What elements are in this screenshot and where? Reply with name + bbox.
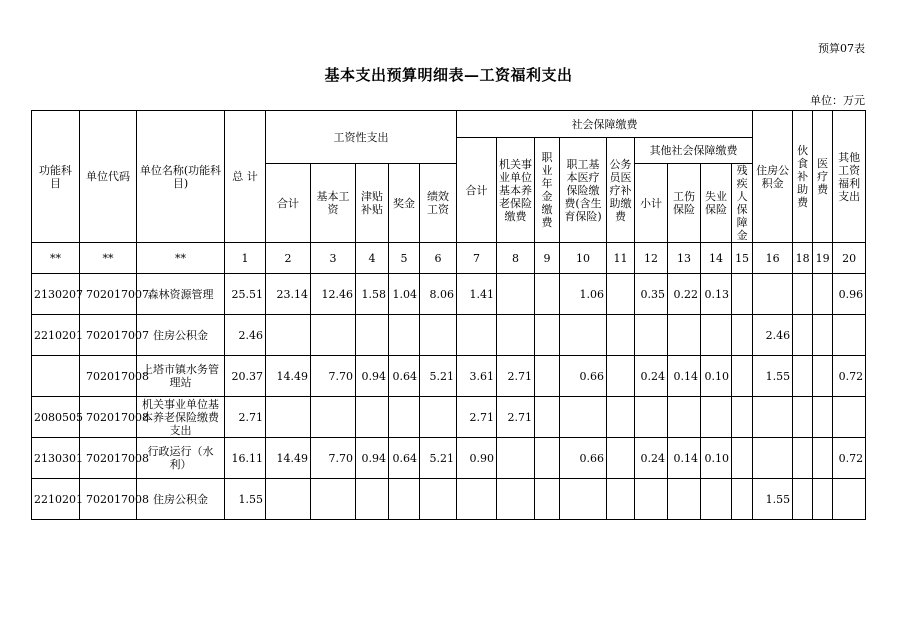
amount-cell: 0.24	[635, 438, 668, 479]
amount-cell	[732, 315, 753, 356]
amount-cell	[607, 274, 635, 315]
unit-code-cell: 702017008	[80, 438, 137, 479]
amount-cell: 0.13	[701, 274, 732, 315]
unit-code-cell: 702017008	[80, 356, 137, 397]
amount-cell	[607, 397, 635, 438]
header-meal: 伙食补助费	[793, 111, 813, 243]
amount-cell	[535, 274, 560, 315]
table-row	[32, 356, 866, 397]
header-social-group: 社会保障缴费	[457, 111, 753, 138]
unit-label: 单位：万元	[810, 94, 865, 107]
amount-cell	[497, 479, 535, 520]
amount-cell	[732, 274, 753, 315]
amount-cell: 16.11	[225, 438, 266, 479]
amount-cell: 2.71	[457, 397, 497, 438]
index-cell: 15	[732, 243, 753, 274]
amount-cell	[753, 438, 793, 479]
amount-cell	[635, 479, 668, 520]
amount-cell: 0.72	[833, 438, 866, 479]
index-cell: 6	[420, 243, 457, 274]
amount-cell	[732, 479, 753, 520]
amount-cell	[607, 438, 635, 479]
header-wage-sum: 合计	[266, 164, 311, 243]
amount-cell	[560, 479, 607, 520]
index-cell: 16	[753, 243, 793, 274]
header-unemployment: 失业保险	[701, 164, 732, 243]
header-unit-name: 单位名称(功能科目)	[137, 111, 225, 243]
header-unit-code: 单位代码	[80, 111, 137, 243]
amount-cell	[389, 315, 420, 356]
amount-cell: 23.14	[266, 274, 311, 315]
unit-name-cell: 住房公积金	[137, 479, 225, 520]
amount-cell: 7.70	[311, 356, 356, 397]
amount-cell	[701, 397, 732, 438]
amount-cell	[560, 315, 607, 356]
amount-cell: 0.35	[635, 274, 668, 315]
amount-cell	[560, 397, 607, 438]
budget-table	[31, 110, 866, 520]
amount-cell	[813, 438, 833, 479]
header-disabled: 残疾人保障金	[732, 164, 753, 243]
amount-cell	[793, 479, 813, 520]
amount-cell	[607, 479, 635, 520]
header-med-fee: 医疗费	[813, 111, 833, 243]
header-wage-group: 工资性支出	[266, 111, 457, 164]
amount-cell	[833, 315, 866, 356]
amount-cell	[793, 397, 813, 438]
amount-cell: 0.72	[833, 356, 866, 397]
header-other-social-group: 其他社会保障缴费	[635, 138, 753, 164]
table-row	[32, 274, 866, 315]
amount-cell: 0.94	[356, 356, 389, 397]
unit-code-cell: 702017008	[80, 479, 137, 520]
amount-cell: 3.61	[457, 356, 497, 397]
amount-cell	[356, 315, 389, 356]
amount-cell	[607, 315, 635, 356]
amount-cell: 0.66	[560, 438, 607, 479]
header-func-subject: 功能科目	[32, 111, 80, 243]
amount-cell	[535, 438, 560, 479]
index-cell: 18	[793, 243, 813, 274]
amount-cell	[535, 356, 560, 397]
amount-cell: 2.71	[225, 397, 266, 438]
unit-name-cell: 森林资源管理	[137, 274, 225, 315]
amount-cell: 12.46	[311, 274, 356, 315]
header-allowance: 津贴补贴	[356, 164, 389, 243]
func-subject-cell: 2130301	[32, 438, 80, 479]
amount-cell: 8.06	[420, 274, 457, 315]
amount-cell	[793, 438, 813, 479]
amount-cell: 1.58	[356, 274, 389, 315]
amount-cell	[793, 274, 813, 315]
index-cell: 3	[311, 243, 356, 274]
amount-cell	[813, 315, 833, 356]
amount-cell: 0.10	[701, 356, 732, 397]
amount-cell	[701, 479, 732, 520]
amount-cell: 0.22	[668, 274, 701, 315]
amount-cell	[457, 479, 497, 520]
unit-name-cell: 上塔市镇水务管理站	[137, 356, 225, 397]
amount-cell: 0.14	[668, 438, 701, 479]
amount-cell	[732, 356, 753, 397]
unit-code-cell: 702017007	[80, 274, 137, 315]
amount-cell: 2.71	[497, 356, 535, 397]
amount-cell	[668, 315, 701, 356]
amount-cell	[497, 438, 535, 479]
index-cell: 13	[668, 243, 701, 274]
func-subject-cell: 2130207	[32, 274, 80, 315]
header-performance: 绩效工资	[420, 164, 457, 243]
amount-cell: 1.55	[753, 356, 793, 397]
amount-cell	[420, 315, 457, 356]
unit-code-cell: 702017007	[80, 315, 137, 356]
amount-cell	[732, 438, 753, 479]
amount-cell	[266, 397, 311, 438]
header-other-sub: 小计	[635, 164, 668, 243]
amount-cell	[497, 315, 535, 356]
header-pension: 机关事业单位基本养老保险缴费	[497, 138, 535, 243]
index-cell: 19	[813, 243, 833, 274]
form-number: 预算07表	[818, 42, 865, 55]
amount-cell: 1.41	[457, 274, 497, 315]
amount-cell	[266, 315, 311, 356]
amount-cell	[833, 397, 866, 438]
amount-cell	[497, 274, 535, 315]
unit-name-cell: 机关事业单位基本养老保险缴费支出	[137, 397, 225, 438]
header-medical: 职工基本医疗保险缴费(含生育保险)	[560, 138, 607, 243]
index-cell: 5	[389, 243, 420, 274]
amount-cell	[813, 356, 833, 397]
amount-cell: 0.64	[389, 438, 420, 479]
amount-cell: 0.10	[701, 438, 732, 479]
index-cell: **	[137, 243, 225, 274]
amount-cell	[311, 397, 356, 438]
amount-cell: 0.94	[356, 438, 389, 479]
amount-cell: 1.55	[753, 479, 793, 520]
amount-cell	[311, 315, 356, 356]
amount-cell: 2.46	[225, 315, 266, 356]
amount-cell: 1.04	[389, 274, 420, 315]
amount-cell	[457, 315, 497, 356]
header-annuity: 职业年金缴费	[535, 138, 560, 243]
amount-cell	[420, 479, 457, 520]
header-bonus: 奖金	[389, 164, 420, 243]
amount-cell: 14.49	[266, 438, 311, 479]
amount-cell	[813, 274, 833, 315]
amount-cell: 2.46	[753, 315, 793, 356]
header-civil-medical: 公务员医疗补助缴费	[607, 138, 635, 243]
amount-cell	[753, 274, 793, 315]
func-subject-cell: 2210201	[32, 315, 80, 356]
amount-cell	[635, 397, 668, 438]
header-basic-wage: 基本工资	[311, 164, 356, 243]
amount-cell	[535, 397, 560, 438]
amount-cell	[311, 479, 356, 520]
unit-name-cell: 住房公积金	[137, 315, 225, 356]
index-cell: 12	[635, 243, 668, 274]
index-cell: 11	[607, 243, 635, 274]
unit-code-cell: 702017008	[80, 397, 137, 438]
table-row	[32, 315, 866, 356]
index-cell: 10	[560, 243, 607, 274]
func-subject-cell: 2080505	[32, 397, 80, 438]
amount-cell	[793, 356, 813, 397]
index-cell: 20	[833, 243, 866, 274]
amount-cell: 14.49	[266, 356, 311, 397]
amount-cell	[793, 315, 813, 356]
amount-cell: 20.37	[225, 356, 266, 397]
amount-cell: 0.24	[635, 356, 668, 397]
amount-cell: 2.71	[497, 397, 535, 438]
index-cell: 2	[266, 243, 311, 274]
amount-cell	[389, 479, 420, 520]
amount-cell	[266, 479, 311, 520]
amount-cell: 0.96	[833, 274, 866, 315]
amount-cell	[420, 397, 457, 438]
amount-cell: 25.51	[225, 274, 266, 315]
header-injury: 工伤保险	[668, 164, 701, 243]
func-subject-cell: 2210201	[32, 479, 80, 520]
index-cell: 14	[701, 243, 732, 274]
table-row	[32, 479, 866, 520]
amount-cell: 7.70	[311, 438, 356, 479]
amount-cell	[356, 479, 389, 520]
amount-cell	[813, 397, 833, 438]
table-row	[32, 438, 866, 479]
header-other-welfare: 其他工资福利支出	[833, 111, 866, 243]
header-social-sum: 合计	[457, 138, 497, 243]
amount-cell	[813, 479, 833, 520]
amount-cell: 1.06	[560, 274, 607, 315]
header-housing: 住房公积金	[753, 111, 793, 243]
amount-cell	[535, 315, 560, 356]
amount-cell	[635, 315, 668, 356]
func-subject-cell	[32, 356, 80, 397]
amount-cell	[753, 397, 793, 438]
amount-cell: 1.55	[225, 479, 266, 520]
index-cell: 9	[535, 243, 560, 274]
index-cell: **	[32, 243, 80, 274]
amount-cell	[833, 479, 866, 520]
index-row	[32, 243, 866, 274]
amount-cell	[607, 356, 635, 397]
amount-cell	[668, 479, 701, 520]
index-cell: 4	[356, 243, 389, 274]
amount-cell	[732, 397, 753, 438]
amount-cell: 5.21	[420, 438, 457, 479]
page-title: 基本支出预算明细表—工资福利支出	[324, 66, 573, 84]
index-cell: 7	[457, 243, 497, 274]
index-cell: 8	[497, 243, 535, 274]
amount-cell	[535, 479, 560, 520]
amount-cell: 0.66	[560, 356, 607, 397]
index-cell: 1	[225, 243, 266, 274]
amount-cell: 0.64	[389, 356, 420, 397]
amount-cell: 0.90	[457, 438, 497, 479]
amount-cell	[389, 397, 420, 438]
amount-cell	[356, 397, 389, 438]
table-row	[32, 397, 866, 438]
amount-cell: 0.14	[668, 356, 701, 397]
index-cell: **	[80, 243, 137, 274]
amount-cell	[701, 315, 732, 356]
amount-cell: 5.21	[420, 356, 457, 397]
amount-cell	[668, 397, 701, 438]
unit-name-cell: 行政运行（水利）	[137, 438, 225, 479]
header-total: 总 计	[225, 111, 266, 243]
